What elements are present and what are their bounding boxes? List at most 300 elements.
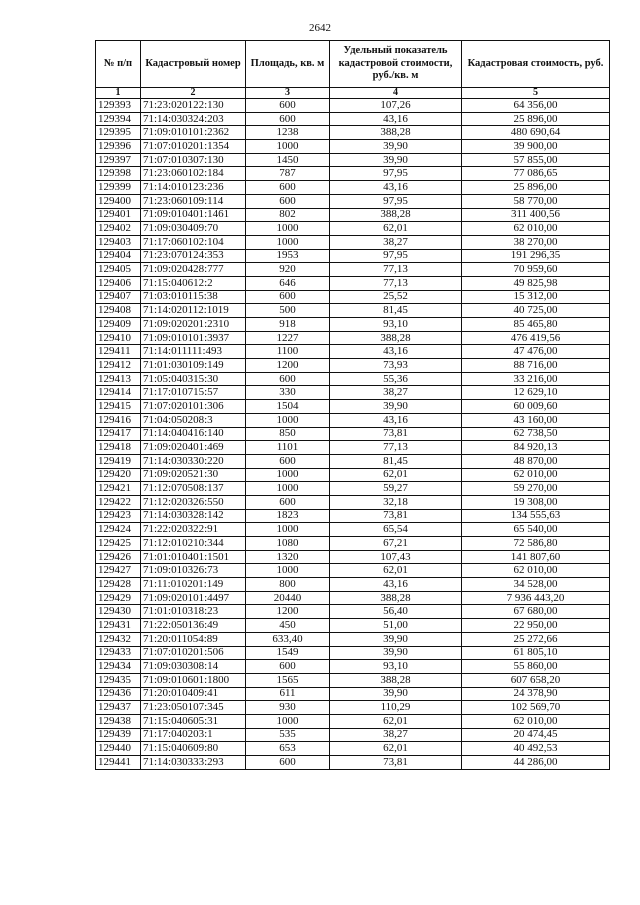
table-row <box>96 413 610 427</box>
cadastral-value-cell: 39 900,00 <box>462 140 610 154</box>
row-number-cell: 129419 <box>96 454 141 468</box>
cadastral-value-cell: 70 959,60 <box>462 263 610 277</box>
area-cell: 600 <box>246 290 330 304</box>
cadastral-value-cell: 141 807,60 <box>462 550 610 564</box>
row-number-cell: 129400 <box>96 194 141 208</box>
table-row <box>96 372 610 386</box>
table-row <box>96 742 610 756</box>
area-cell: 1101 <box>246 441 330 455</box>
specific-value-cell: 43,16 <box>330 181 462 195</box>
header-specific-value: Удельный показатель кадастровой стоимости, руб./кв. м <box>330 41 462 88</box>
specific-value-cell: 62,01 <box>330 564 462 578</box>
area-cell: 1000 <box>246 235 330 249</box>
area-cell: 600 <box>246 660 330 674</box>
specific-value-cell: 43,16 <box>330 578 462 592</box>
table-row <box>96 427 610 441</box>
area-cell: 918 <box>246 318 330 332</box>
cadastral-number-cell: 71:07:010201:506 <box>141 646 246 660</box>
header-cadastral-value: Кадастровая стоимость, руб. <box>462 41 610 88</box>
area-cell: 1450 <box>246 153 330 167</box>
row-number-cell: 129433 <box>96 646 141 660</box>
specific-value-cell: 39,90 <box>330 632 462 646</box>
table-row <box>96 112 610 126</box>
cadastral-value-cell: 59 270,00 <box>462 482 610 496</box>
cadastral-value-cell: 607 658,20 <box>462 673 610 687</box>
area-cell: 600 <box>246 181 330 195</box>
row-number-cell: 129408 <box>96 304 141 318</box>
specific-value-cell: 388,28 <box>330 673 462 687</box>
cadastral-value-cell: 57 855,00 <box>462 153 610 167</box>
cadastral-number-cell: 71:09:020101:4497 <box>141 591 246 605</box>
area-cell: 535 <box>246 728 330 742</box>
cadastral-number-cell: 71:03:010115:38 <box>141 290 246 304</box>
cadastral-number-cell: 71:09:010326:73 <box>141 564 246 578</box>
cadastral-number-cell: 71:09:020201:2310 <box>141 318 246 332</box>
table-row <box>96 537 610 551</box>
specific-value-cell: 55,36 <box>330 372 462 386</box>
specific-value-cell: 93,10 <box>330 660 462 674</box>
table-row <box>96 263 610 277</box>
cadastral-number-cell: 71:22:050136:49 <box>141 619 246 633</box>
specific-value-cell: 388,28 <box>330 331 462 345</box>
cadastral-number-cell: 71:09:020521:30 <box>141 468 246 482</box>
table-row <box>96 468 610 482</box>
table-row <box>96 235 610 249</box>
cadastral-number-cell: 71:23:020122:130 <box>141 99 246 113</box>
row-number-cell: 129439 <box>96 728 141 742</box>
cadastral-number-cell: 71:15:040612:2 <box>141 276 246 290</box>
specific-value-cell: 62,01 <box>330 742 462 756</box>
specific-value-cell: 81,45 <box>330 454 462 468</box>
row-number-cell: 129434 <box>96 660 141 674</box>
area-cell: 1238 <box>246 126 330 140</box>
cadastral-number-cell: 71:09:020401:469 <box>141 441 246 455</box>
cadastral-number-cell: 71:14:030330:220 <box>141 454 246 468</box>
cadastral-number-cell: 71:14:030328:142 <box>141 509 246 523</box>
table-row <box>96 714 610 728</box>
cadastral-value-cell: 62 010,00 <box>462 468 610 482</box>
cadastral-value-cell: 48 870,00 <box>462 454 610 468</box>
column-number: 1 <box>96 88 141 99</box>
table-row <box>96 153 610 167</box>
cadastral-number-cell: 71:09:030409:70 <box>141 222 246 236</box>
cadastral-value-cell: 61 805,10 <box>462 646 610 660</box>
specific-value-cell: 93,10 <box>330 318 462 332</box>
table-row <box>96 331 610 345</box>
area-cell: 1000 <box>246 564 330 578</box>
cadastral-number-cell: 71:12:020326:550 <box>141 495 246 509</box>
area-cell: 1000 <box>246 482 330 496</box>
cadastral-value-cell: 47 476,00 <box>462 345 610 359</box>
area-cell: 1000 <box>246 413 330 427</box>
specific-value-cell: 110,29 <box>330 701 462 715</box>
area-cell: 1565 <box>246 673 330 687</box>
table-row <box>96 578 610 592</box>
row-number-cell: 129398 <box>96 167 141 181</box>
cadastral-number-cell: 71:12:070508:137 <box>141 482 246 496</box>
cadastral-number-cell: 71:15:040609:80 <box>141 742 246 756</box>
area-cell: 330 <box>246 386 330 400</box>
table-row <box>96 222 610 236</box>
specific-value-cell: 388,28 <box>330 126 462 140</box>
table-row <box>96 208 610 222</box>
specific-value-cell: 43,16 <box>330 112 462 126</box>
specific-value-cell: 38,27 <box>330 235 462 249</box>
table-row <box>96 181 610 195</box>
table-row <box>96 523 610 537</box>
area-cell: 600 <box>246 454 330 468</box>
row-number-cell: 129431 <box>96 619 141 633</box>
cadastral-value-cell: 20 474,45 <box>462 728 610 742</box>
specific-value-cell: 56,40 <box>330 605 462 619</box>
cadastral-value-cell: 49 825,98 <box>462 276 610 290</box>
cadastral-value-cell: 134 555,63 <box>462 509 610 523</box>
area-cell: 600 <box>246 372 330 386</box>
cadastral-number-cell: 71:05:040315:30 <box>141 372 246 386</box>
cadastral-value-cell: 102 569,70 <box>462 701 610 715</box>
row-number-cell: 129405 <box>96 263 141 277</box>
specific-value-cell: 62,01 <box>330 714 462 728</box>
cadastral-number-cell: 71:23:050107:345 <box>141 701 246 715</box>
cadastral-number-cell: 71:12:010210:344 <box>141 537 246 551</box>
specific-value-cell: 97,95 <box>330 167 462 181</box>
cadastral-value-cell: 480 690,64 <box>462 126 610 140</box>
specific-value-cell: 107,43 <box>330 550 462 564</box>
table-row <box>96 632 610 646</box>
row-number-cell: 129409 <box>96 318 141 332</box>
row-number-cell: 129425 <box>96 537 141 551</box>
table-row <box>96 249 610 263</box>
row-number-cell: 129435 <box>96 673 141 687</box>
cadastral-number-cell: 71:15:040605:31 <box>141 714 246 728</box>
specific-value-cell: 38,27 <box>330 386 462 400</box>
column-number-row <box>96 88 610 99</box>
specific-value-cell: 43,16 <box>330 345 462 359</box>
row-number-cell: 129421 <box>96 482 141 496</box>
specific-value-cell: 73,81 <box>330 756 462 770</box>
cadastral-value-cell: 7 936 443,20 <box>462 591 610 605</box>
cadastral-value-cell: 40 725,00 <box>462 304 610 318</box>
row-number-cell: 129437 <box>96 701 141 715</box>
cadastral-number-cell: 71:14:030333:293 <box>141 756 246 770</box>
cadastral-number-cell: 71:07:020101:306 <box>141 400 246 414</box>
cadastral-value-cell: 60 009,60 <box>462 400 610 414</box>
table-row <box>96 646 610 660</box>
cadastral-number-cell: 71:09:020428:777 <box>141 263 246 277</box>
row-number-cell: 129399 <box>96 181 141 195</box>
table-row <box>96 728 610 742</box>
cadastral-value-cell: 38 270,00 <box>462 235 610 249</box>
cadastral-number-cell: 71:14:020112:1019 <box>141 304 246 318</box>
cadastral-value-cell: 55 860,00 <box>462 660 610 674</box>
cadastral-number-cell: 71:07:010201:1354 <box>141 140 246 154</box>
column-number: 2 <box>141 88 246 99</box>
row-number-cell: 129424 <box>96 523 141 537</box>
column-number: 3 <box>246 88 330 99</box>
area-cell: 800 <box>246 578 330 592</box>
cadastral-number-cell: 71:14:011111:493 <box>141 345 246 359</box>
area-cell: 20440 <box>246 591 330 605</box>
cadastral-value-cell: 72 586,80 <box>462 537 610 551</box>
area-cell: 787 <box>246 167 330 181</box>
row-number-cell: 129396 <box>96 140 141 154</box>
table-row <box>96 359 610 373</box>
cadastral-value-cell: 22 950,00 <box>462 619 610 633</box>
area-cell: 600 <box>246 112 330 126</box>
cadastral-number-cell: 71:04:050208:3 <box>141 413 246 427</box>
row-number-cell: 129423 <box>96 509 141 523</box>
row-number-cell: 129418 <box>96 441 141 455</box>
table-row <box>96 673 610 687</box>
cadastral-number-cell: 71:09:010101:2362 <box>141 126 246 140</box>
table-row <box>96 687 610 701</box>
specific-value-cell: 73,81 <box>330 509 462 523</box>
specific-value-cell: 107,26 <box>330 99 462 113</box>
cadastral-number-cell: 71:20:010409:41 <box>141 687 246 701</box>
specific-value-cell: 59,27 <box>330 482 462 496</box>
row-number-cell: 129401 <box>96 208 141 222</box>
cadastral-value-cell: 19 308,00 <box>462 495 610 509</box>
row-number-cell: 129415 <box>96 400 141 414</box>
specific-value-cell: 62,01 <box>330 222 462 236</box>
row-number-cell: 129414 <box>96 386 141 400</box>
table-header-row <box>96 41 610 88</box>
cadastral-number-cell: 71:23:060109:114 <box>141 194 246 208</box>
area-cell: 850 <box>246 427 330 441</box>
row-number-cell: 129436 <box>96 687 141 701</box>
specific-value-cell: 32,18 <box>330 495 462 509</box>
specific-value-cell: 73,93 <box>330 359 462 373</box>
row-number-cell: 129395 <box>96 126 141 140</box>
table-row <box>96 318 610 332</box>
specific-value-cell: 43,16 <box>330 413 462 427</box>
table-row <box>96 619 610 633</box>
area-cell: 600 <box>246 756 330 770</box>
cadastral-number-cell: 71:09:010401:1461 <box>141 208 246 222</box>
row-number-cell: 129428 <box>96 578 141 592</box>
table-row <box>96 99 610 113</box>
column-number: 4 <box>330 88 462 99</box>
specific-value-cell: 39,90 <box>330 646 462 660</box>
area-cell: 1000 <box>246 140 330 154</box>
cadastral-value-cell: 84 920,13 <box>462 441 610 455</box>
area-cell: 1080 <box>246 537 330 551</box>
specific-value-cell: 97,95 <box>330 249 462 263</box>
row-number-cell: 129412 <box>96 359 141 373</box>
area-cell: 1823 <box>246 509 330 523</box>
cadastral-number-cell: 71:01:030109:149 <box>141 359 246 373</box>
cadastral-value-cell: 33 216,00 <box>462 372 610 386</box>
area-cell: 1000 <box>246 714 330 728</box>
specific-value-cell: 39,90 <box>330 140 462 154</box>
row-number-cell: 129429 <box>96 591 141 605</box>
cadastral-number-cell: 71:20:011054:89 <box>141 632 246 646</box>
area-cell: 450 <box>246 619 330 633</box>
row-number-cell: 129407 <box>96 290 141 304</box>
cadastral-value-cell: 62 010,00 <box>462 564 610 578</box>
cadastral-number-cell: 71:22:020322:91 <box>141 523 246 537</box>
specific-value-cell: 77,13 <box>330 276 462 290</box>
row-number-cell: 129411 <box>96 345 141 359</box>
row-number-cell: 129416 <box>96 413 141 427</box>
row-number-cell: 129404 <box>96 249 141 263</box>
table-row <box>96 509 610 523</box>
table-row <box>96 140 610 154</box>
table-row <box>96 290 610 304</box>
header-row-number: № п/п <box>96 41 141 88</box>
area-cell: 1000 <box>246 523 330 537</box>
table-row <box>96 276 610 290</box>
area-cell: 1000 <box>246 222 330 236</box>
cadastral-value-cell: 476 419,56 <box>462 331 610 345</box>
row-number-cell: 129441 <box>96 756 141 770</box>
table-body <box>96 99 610 770</box>
table-row <box>96 167 610 181</box>
cadastral-value-cell: 44 286,00 <box>462 756 610 770</box>
row-number-cell: 129394 <box>96 112 141 126</box>
table-row <box>96 701 610 715</box>
area-cell: 611 <box>246 687 330 701</box>
cadastral-number-cell: 71:14:030324:203 <box>141 112 246 126</box>
cadastral-number-cell: 71:17:060102:104 <box>141 235 246 249</box>
cadastral-value-cell: 25 896,00 <box>462 112 610 126</box>
table-row <box>96 495 610 509</box>
area-cell: 1227 <box>246 331 330 345</box>
cadastral-value-cell: 191 296,35 <box>462 249 610 263</box>
cadastral-value-cell: 64 356,00 <box>462 99 610 113</box>
cadastral-number-cell: 71:09:030308:14 <box>141 660 246 674</box>
cadastral-value-cell: 58 770,00 <box>462 194 610 208</box>
cadastral-number-cell: 71:17:040203:1 <box>141 728 246 742</box>
area-cell: 653 <box>246 742 330 756</box>
specific-value-cell: 51,00 <box>330 619 462 633</box>
area-cell: 633,40 <box>246 632 330 646</box>
table-row <box>96 605 610 619</box>
area-cell: 1000 <box>246 468 330 482</box>
table-row <box>96 660 610 674</box>
table-row <box>96 564 610 578</box>
specific-value-cell: 65,54 <box>330 523 462 537</box>
cadastral-number-cell: 71:14:040416:140 <box>141 427 246 441</box>
specific-value-cell: 39,90 <box>330 153 462 167</box>
specific-value-cell: 73,81 <box>330 427 462 441</box>
cadastral-number-cell: 71:17:010715:57 <box>141 386 246 400</box>
area-cell: 600 <box>246 99 330 113</box>
row-number-cell: 129417 <box>96 427 141 441</box>
cadastral-value-cell: 15 312,00 <box>462 290 610 304</box>
row-number-cell: 129420 <box>96 468 141 482</box>
cadastral-value-cell: 43 160,00 <box>462 413 610 427</box>
row-number-cell: 129406 <box>96 276 141 290</box>
cadastral-value-cell: 67 680,00 <box>462 605 610 619</box>
table-row <box>96 400 610 414</box>
cadastral-value-cell: 24 378,90 <box>462 687 610 701</box>
area-cell: 1549 <box>246 646 330 660</box>
table-row <box>96 454 610 468</box>
cadastral-value-cell: 25 272,66 <box>462 632 610 646</box>
area-cell: 920 <box>246 263 330 277</box>
cadastral-number-cell: 71:01:010318:23 <box>141 605 246 619</box>
cadastral-number-cell: 71:23:060102:184 <box>141 167 246 181</box>
cadastral-value-cell: 40 492,53 <box>462 742 610 756</box>
row-number-cell: 129422 <box>96 495 141 509</box>
area-cell: 1953 <box>246 249 330 263</box>
row-number-cell: 129440 <box>96 742 141 756</box>
row-number-cell: 129410 <box>96 331 141 345</box>
cadastral-value-cell: 62 010,00 <box>462 222 610 236</box>
area-cell: 600 <box>246 194 330 208</box>
cadastral-value-cell: 65 540,00 <box>462 523 610 537</box>
area-cell: 802 <box>246 208 330 222</box>
cadastral-number-cell: 71:14:010123:236 <box>141 181 246 195</box>
cadastral-value-cell: 62 010,00 <box>462 714 610 728</box>
table-row <box>96 591 610 605</box>
cadastral-value-cell: 12 629,10 <box>462 386 610 400</box>
row-number-cell: 129430 <box>96 605 141 619</box>
specific-value-cell: 388,28 <box>330 591 462 605</box>
table-row <box>96 345 610 359</box>
table-row <box>96 126 610 140</box>
specific-value-cell: 81,45 <box>330 304 462 318</box>
cadastral-number-cell: 71:23:070124:353 <box>141 249 246 263</box>
specific-value-cell: 77,13 <box>330 441 462 455</box>
area-cell: 1100 <box>246 345 330 359</box>
row-number-cell: 129393 <box>96 99 141 113</box>
specific-value-cell: 39,90 <box>330 687 462 701</box>
area-cell: 930 <box>246 701 330 715</box>
row-number-cell: 129426 <box>96 550 141 564</box>
area-cell: 646 <box>246 276 330 290</box>
table-row <box>96 441 610 455</box>
area-cell: 1200 <box>246 359 330 373</box>
row-number-cell: 129397 <box>96 153 141 167</box>
specific-value-cell: 388,28 <box>330 208 462 222</box>
row-number-cell: 129413 <box>96 372 141 386</box>
cadastral-number-cell: 71:07:010307:130 <box>141 153 246 167</box>
cadastral-value-cell: 311 400,56 <box>462 208 610 222</box>
area-cell: 1504 <box>246 400 330 414</box>
cadastral-value-cell: 85 465,80 <box>462 318 610 332</box>
table-row <box>96 304 610 318</box>
table-row <box>96 756 610 770</box>
column-number: 5 <box>462 88 610 99</box>
area-cell: 500 <box>246 304 330 318</box>
specific-value-cell: 38,27 <box>330 728 462 742</box>
cadastral-number-cell: 71:11:010201:149 <box>141 578 246 592</box>
table-row <box>96 550 610 564</box>
cadastral-number-cell: 71:01:010401:1501 <box>141 550 246 564</box>
specific-value-cell: 39,90 <box>330 400 462 414</box>
row-number-cell: 129402 <box>96 222 141 236</box>
table-row <box>96 386 610 400</box>
specific-value-cell: 67,21 <box>330 537 462 551</box>
cadastral-value-cell: 77 086,65 <box>462 167 610 181</box>
header-area: Площадь, кв. м <box>246 41 330 88</box>
cadastral-value-cell: 62 738,50 <box>462 427 610 441</box>
row-number-cell: 129403 <box>96 235 141 249</box>
table-row <box>96 482 610 496</box>
row-number-cell: 129438 <box>96 714 141 728</box>
cadastral-value-table <box>95 40 610 770</box>
row-number-cell: 129432 <box>96 632 141 646</box>
cadastral-value-cell: 88 716,00 <box>462 359 610 373</box>
specific-value-cell: 62,01 <box>330 468 462 482</box>
cadastral-value-cell: 25 896,00 <box>462 181 610 195</box>
table-row <box>96 194 610 208</box>
header-cadastral-number: Кадастровый номер <box>141 41 246 88</box>
cadastral-number-cell: 71:09:010601:1800 <box>141 673 246 687</box>
specific-value-cell: 77,13 <box>330 263 462 277</box>
